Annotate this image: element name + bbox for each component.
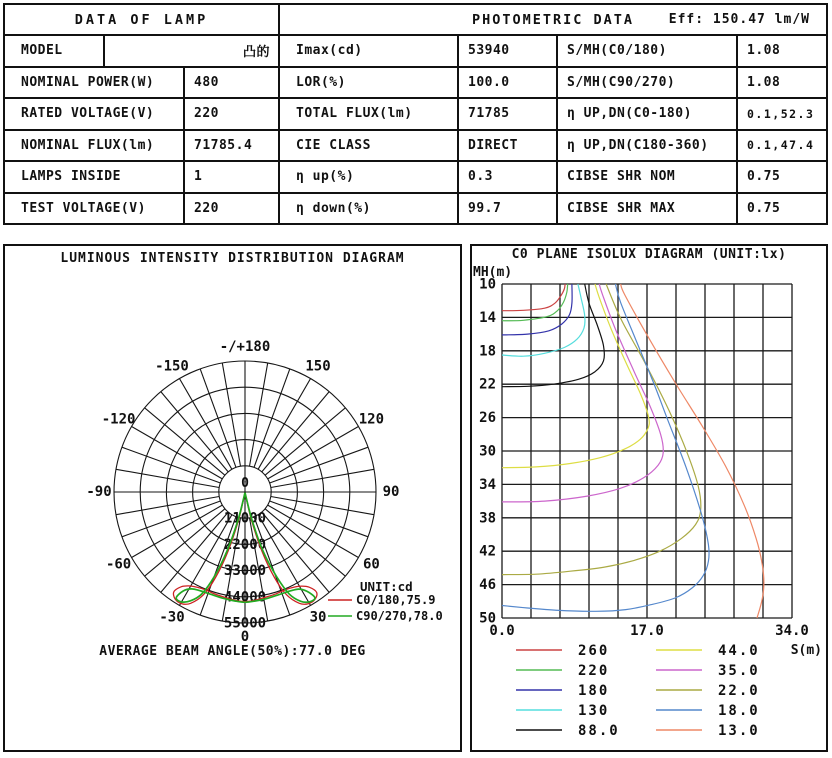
cibse-max-value: 0.75 <box>747 200 781 216</box>
total-flux-label: TOTAL FLUX(lm) <box>280 99 459 129</box>
svg-text:22.0: 22.0 <box>718 683 760 699</box>
isolux-series-260 <box>502 284 565 311</box>
svg-text:-30: -30 <box>159 609 185 626</box>
svg-text:22: 22 <box>479 376 496 393</box>
svg-text:42: 42 <box>479 543 496 560</box>
svg-text:0: 0 <box>240 629 250 645</box>
svg-text:30: 30 <box>479 443 496 460</box>
svg-text:35.0: 35.0 <box>718 663 760 679</box>
table-row <box>5 34 826 66</box>
test-voltage-label: TEST VOLTAGE(V) <box>5 194 185 224</box>
cibse-nom-value: 0.75 <box>747 169 781 185</box>
svg-text:0: 0 <box>241 476 249 491</box>
svg-text:34: 34 <box>479 476 496 493</box>
imax-label: Imax(cd) <box>280 36 459 66</box>
smh-c90-value: 1.08 <box>747 74 781 90</box>
eta-updn-c0-label: η UP,DN(C0-180) <box>558 99 738 129</box>
svg-text:22000: 22000 <box>223 536 267 553</box>
lamps-inside-label: LAMPS INSIDE <box>5 162 185 192</box>
svg-text:13.0: 13.0 <box>718 723 760 739</box>
svg-text:180: 180 <box>578 683 610 699</box>
svg-text:30: 30 <box>309 609 327 626</box>
cie-class-value: DIRECT <box>459 131 558 161</box>
svg-text:90: 90 <box>382 484 400 500</box>
panel-border <box>471 245 827 751</box>
table-row <box>5 129 826 161</box>
svg-text:UNIT:cd: UNIT:cd <box>360 579 413 594</box>
smh-c90-label: S/MH(C90/270) <box>558 68 738 98</box>
nominal-power-label: NOMINAL POWER(W) <box>5 68 185 98</box>
total-flux-value: 71785 <box>459 99 558 129</box>
svg-text:-90: -90 <box>86 484 112 500</box>
photometric-table <box>3 3 828 225</box>
nominal-power-value: 480 <box>185 68 280 98</box>
isolux-chart-svg <box>470 244 828 752</box>
svg-text:33000: 33000 <box>223 563 267 580</box>
table-row <box>5 160 826 192</box>
svg-text:38: 38 <box>479 510 496 527</box>
nominal-flux-value: 71785.4 <box>185 131 280 161</box>
nominal-flux-label: NOMINAL FLUX(lm) <box>5 131 185 161</box>
svg-text:55000: 55000 <box>223 615 267 632</box>
efficacy-value: Eff: 150.47 lm/W <box>668 12 810 27</box>
svg-text:-60: -60 <box>105 556 132 573</box>
svg-text:S(m): S(m) <box>790 643 822 658</box>
svg-text:-120: -120 <box>101 411 136 428</box>
table-row <box>5 192 826 224</box>
svg-text:88.0: 88.0 <box>578 723 620 739</box>
svg-text:10: 10 <box>479 276 496 293</box>
rated-voltage-value: 220 <box>185 99 280 129</box>
svg-text:50: 50 <box>479 610 496 627</box>
eta-up-label: η up(%) <box>280 162 459 192</box>
svg-text:C90/270,78.0: C90/270,78.0 <box>356 609 443 623</box>
eta-down-label: η down(%) <box>280 194 459 224</box>
model-value: 凸的 <box>105 36 280 66</box>
lor-value: 100.0 <box>459 68 558 98</box>
polar-chart-title: LUMINOUS INTENSITY DISTRIBUTION DIAGRAM <box>60 251 405 266</box>
svg-text:18.0: 18.0 <box>718 703 760 719</box>
svg-text:0.0: 0.0 <box>489 623 515 639</box>
svg-text:18: 18 <box>479 343 496 360</box>
imax-value: 53940 <box>459 36 558 66</box>
svg-text:C0/180,75.9: C0/180,75.9 <box>356 593 436 607</box>
isolux-series-220 <box>502 284 568 321</box>
svg-text:120: 120 <box>358 411 385 428</box>
eta-updn-c0-value: 0.1,52.3 <box>747 106 815 121</box>
isolux-chart-title: C0 PLANE ISOLUX DIAGRAM (UNIT:lx) <box>511 247 787 262</box>
table-header-right <box>280 5 826 34</box>
svg-text:44000: 44000 <box>223 589 267 606</box>
cibse-max-label: CIBSE SHR MAX <box>558 194 738 224</box>
eta-updn-c180-value: 0.1,47.4 <box>747 138 815 153</box>
lamps-inside-value: 1 <box>185 162 280 192</box>
isolux-series-35.0 <box>502 284 663 502</box>
svg-text:17.0: 17.0 <box>630 623 664 639</box>
rated-voltage-label: RATED VOLTAGE(V) <box>5 99 185 129</box>
svg-text:46: 46 <box>479 577 496 594</box>
eta-up-value: 0.3 <box>459 162 558 192</box>
svg-text:220: 220 <box>578 663 610 679</box>
svg-text:-/+180: -/+180 <box>219 339 271 355</box>
polar-diagram-panel <box>3 244 462 752</box>
smh-c0-label: S/MH(C0/180) <box>558 36 738 66</box>
svg-text:14: 14 <box>479 309 496 326</box>
svg-text:44.0: 44.0 <box>718 643 760 659</box>
cibse-nom-label: CIBSE SHR NOM <box>558 162 738 192</box>
model-label: MODEL <box>5 36 105 66</box>
svg-text:260: 260 <box>578 643 610 659</box>
photometric-data-label: PHOTOMETRIC DATA <box>471 11 635 28</box>
svg-text:11000: 11000 <box>223 510 267 527</box>
svg-text:34.0: 34.0 <box>775 623 809 639</box>
eta-updn-c180-label: η UP,DN(C180-360) <box>558 131 738 161</box>
svg-text:-150: -150 <box>155 358 189 375</box>
svg-text:26: 26 <box>479 410 496 427</box>
smh-c0-value: 1.08 <box>747 43 781 59</box>
isolux-series-44.0 <box>502 284 649 468</box>
svg-text:130: 130 <box>578 703 610 719</box>
svg-text:150: 150 <box>305 358 331 375</box>
table-row <box>5 66 826 98</box>
isolux-diagram-panel <box>470 244 828 752</box>
test-voltage-value: 220 <box>185 194 280 224</box>
table-header-row <box>5 5 826 34</box>
table-header-left: DATA OF LAMP <box>5 5 280 34</box>
eta-down-value: 99.7 <box>459 194 558 224</box>
svg-text:MH(m): MH(m) <box>473 265 513 280</box>
cie-class-label: CIE CLASS <box>280 131 459 161</box>
lor-label: LOR(%) <box>280 68 459 98</box>
table-row <box>5 97 826 129</box>
average-beam-angle-text: AVERAGE BEAM ANGLE(50%):77.0 DEG <box>99 644 366 659</box>
svg-text:60: 60 <box>362 556 380 573</box>
polar-chart-svg <box>3 244 462 752</box>
